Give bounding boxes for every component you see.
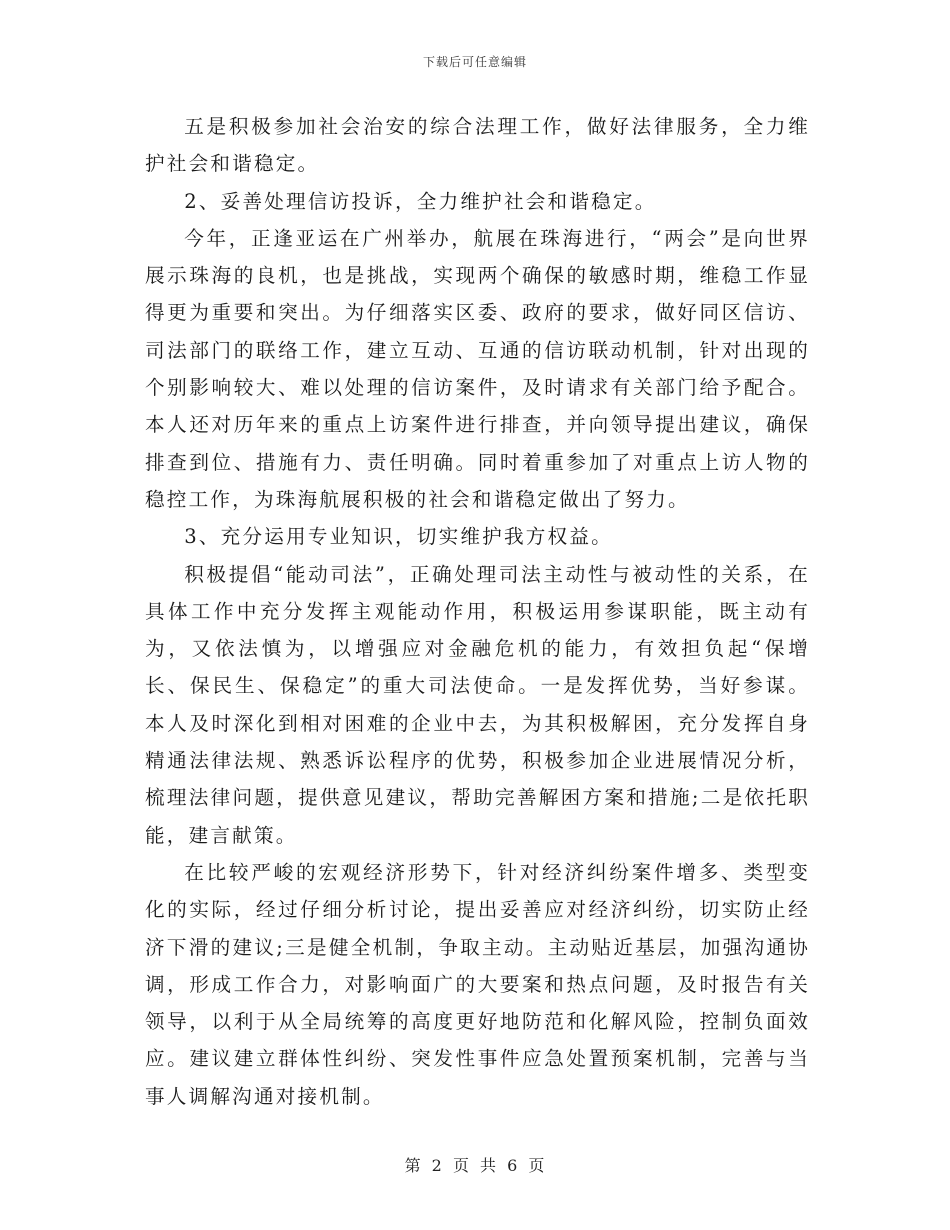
section-heading: 2、妥善处理信访投诉，全力维护社会和谐稳定。 <box>184 189 657 213</box>
paragraph: 五是积极参加社会治安的综合法理工作，做好法律服务，全力维护社会和谐稳定。 <box>145 115 810 176</box>
page-number-footer: 第 2 页 共 6 页 <box>404 1156 546 1175</box>
paragraph: 今年，正逢亚运在广州举办，航展在珠海进行，“两会”是向世界展示珠海的良机，也是挑战，实现两个确保的敏感时期，维稳工作显得更为重要和突出。为仔细落实区委、政府的要求，做好同区信访、司法部门的联络工作，建立互动、互通的信访联动机制，针对出现的个别影响较大、难以处理的信访案件，及时请求有关部门给予配合。本人还对历年来的重点上访案件进行排查，并向领导提出建议，确保排查到位、措施有力、责任明确。同时着重参加了对重点上访人物的稳控工作，为珠海航展积极的社会和谐稳定做出了努力。 <box>145 226 810 511</box>
document-body <box>145 108 810 1115</box>
page-header-note: 下载后可任意编辑 <box>422 55 527 69</box>
paragraph: 积极提倡“能动司法”，正确处理司法主动性与被动性的关系，在具体工作中充分发挥主观能动作用，积极运用参谋职能，既主动有为，又依法慎为，以增强应对金融危机的能力，有效担负起“保增长、保民生、保稳定”的重大司法使命。一是发挥优势，当好参谋。本人及时深化到相对困难的企业中去，为其积极解困，充分发挥自身精通法律法规、熟悉诉讼程序的优势，积极参加企业进展情况分析，梳理法律问题，提供意见建议，帮助完善解困方案和措施;二是依托职能，建言献策。 <box>145 562 810 847</box>
paragraph: 在比较严峻的宏观经济形势下，针对经济纠纷案件增多、类型变化的实际，经过仔细分析讨论，提出妥善应对经济纠纷，切实防止经济下滑的建议;三是健全机制，争取主动。主动贴近基层，加强沟通协调，形成工作合力，对影响面广的大要案和热点问题，及时报告有关领导，以利于从全局统筹的高度更好地防范和化解风险，控制负面效应。建议建立群体性纠纷、突发性事件应急处置预案机制，完善与当事人调解沟通对接机制。 <box>145 860 810 1108</box>
section-heading: 3、充分运用专业知识，切实维护我方权益。 <box>184 525 613 549</box>
